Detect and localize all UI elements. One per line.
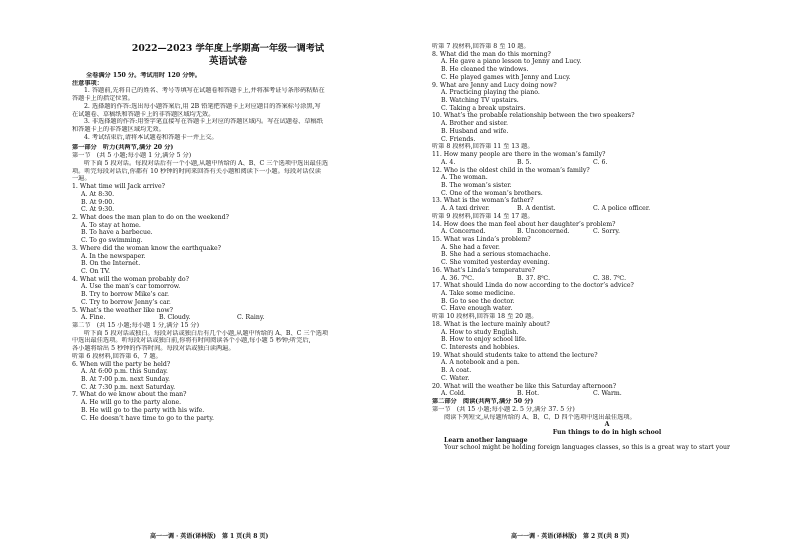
material-heading: 听第 10 段材料,回答第 18 至 20 题。 <box>432 313 538 321</box>
option: A. To stay at home. <box>81 221 141 229</box>
option: A. Brother and sister. <box>441 120 509 128</box>
option-row <box>432 159 782 167</box>
option: A. The woman. <box>441 174 488 182</box>
page-right <box>397 0 794 551</box>
question-2 <box>72 214 384 245</box>
question-5 <box>72 307 384 322</box>
option-row <box>432 205 782 213</box>
note-line: 3. 非选择题的作答:用签字笔直接写在答题卡上对应的答题区域内。写在试题卷、草稿纸 <box>84 118 323 126</box>
option: B. Cloudy. <box>159 314 191 322</box>
option: A. A taxi driver. <box>441 205 490 213</box>
page-footer-right: 高一一调 · 英语(译林版) 第 2 页(共 8 页) <box>511 533 630 540</box>
question-text: 8. What did the man do this morning? <box>432 50 551 58</box>
section1-intro: 一遍。 <box>72 175 91 183</box>
question-text: 18. What is the lecture mainly about? <box>432 320 550 328</box>
option: A. Cold. <box>441 390 466 398</box>
question-text: 12. Who is the oldest child in the woman’s family? <box>432 166 590 174</box>
option: A. She had a fever. <box>441 243 500 251</box>
section1-intro: 项。听完每段对话后,你都有 10 秒钟的时间来回答有关小题和阅读下一小题。每段对话仅读 <box>72 167 321 175</box>
question-text: 2. What does the man plan to do on the weekend? <box>72 213 229 221</box>
option: B. Go to see the doctor. <box>441 297 515 305</box>
option: A. Take some medicine. <box>441 290 516 297</box>
question-text: 17. What should Linda do now according to the doctor’s advice? <box>432 282 634 290</box>
material-heading: 听第 8 段材料,回答第 11 至 13 题。 <box>432 143 534 151</box>
question-text: 5. What’s the weather like now? <box>72 306 173 314</box>
part1-heading: 第一部分 听力(共两节,满分 20 分) <box>72 144 174 152</box>
option: B. Hot. <box>517 390 540 398</box>
option: B. He cleaned the windows. <box>441 66 529 74</box>
option: A. 36. 7℃. <box>441 274 475 282</box>
option: B. Husband and wife. <box>441 127 509 135</box>
question-4 <box>72 276 384 307</box>
option: B. At 7:00 p.m. next Sunday. <box>81 376 170 384</box>
option: C. Rainy. <box>237 314 265 322</box>
section1-intro: 听下面 5 段对话。每段对话后有一个小题,从题中所给的 A、B、C 三个选项中选出最佳选 <box>84 159 329 167</box>
option: A. How to study English. <box>441 328 519 336</box>
option-row <box>432 275 782 283</box>
question-text: 20. What will the weather be like this Saturday afternoon? <box>432 382 617 390</box>
section2-intro: 听下面 5 段对话或独白。每段对话或独白后有几个小题,从题中所给的 A、B、C 三个选项 <box>84 329 329 337</box>
option: A. At 6:00 p.m. this Sunday. <box>81 368 168 376</box>
question-text: 13. What is the woman’s father? <box>432 197 534 205</box>
question-6 <box>72 361 384 392</box>
part2-intro: 阅读下列短文,从每题所给的 A、B、C、D 四个选项中选出最佳选项。 <box>444 413 636 421</box>
question-text: 3. Where did the woman know the earthquake? <box>72 244 221 252</box>
note-line: 2. 选择题的作答:选出每小题答案后,用 2B 铅笔把答题卡上对应题目的答案标号涂黑,写 <box>84 102 321 110</box>
section1-heading: 第一节 (共 5 小题;每小题 1 分,满分 5 分) <box>72 152 192 160</box>
option: B. 37. 8℃. <box>517 274 551 282</box>
right-column <box>432 43 782 452</box>
option: C. Have enough water. <box>441 305 513 313</box>
notes-heading: 注意事项： <box>72 79 103 87</box>
question-text: 6. When will the party be held? <box>72 360 171 368</box>
option-row <box>72 314 384 322</box>
note-line: 在试题卷、草稿纸和答题卡上的非答题区域均无效。 <box>72 110 215 118</box>
option: C. Water. <box>441 374 470 382</box>
option: C. 6. <box>593 158 608 166</box>
option: A. Use the man’s car tomorrow. <box>81 283 181 291</box>
section2-intro: 各小题将给出 5 秒钟的作答时间。每段对话或独白读两遍。 <box>72 345 235 353</box>
question-text: 10. What’s the probable relationship between the two speakers? <box>432 112 635 120</box>
notes-list <box>72 87 384 141</box>
option: B. The woman’s sister. <box>441 181 512 189</box>
note-line: 和答题卡上的非答题区域均无效。 <box>72 126 165 134</box>
option: C. Sorry. <box>593 228 620 236</box>
note-line: 1. 答题前,先将自己的姓名、考号等填写在试题卷和答题卡上,并将准考证号条形码粘贴在 <box>84 87 325 95</box>
note-line: 答题卡上的指定位置。 <box>72 95 134 103</box>
option: B. To have a barbecue. <box>81 229 153 237</box>
passage-letter: A <box>604 421 610 429</box>
question-7 <box>72 391 384 422</box>
option: C. At 7:30 p.m. next Saturday. <box>81 383 176 391</box>
option: B. She had a serious stomachache. <box>441 251 551 259</box>
option: C. To go swimming. <box>81 237 143 245</box>
section2-intro: 中选出最佳选项。听每段对话或独白前,你将有时间阅读各个小题,每小题 5 秒钟;听完后, <box>72 337 311 345</box>
option: A. He will go to the party alone. <box>81 399 182 407</box>
question-text: 14. How does the man feel about her daughter’s problem? <box>432 220 616 228</box>
option: B. Unconcerned. <box>517 228 570 236</box>
question-text: 15. What was Linda’s problem? <box>432 235 531 243</box>
option: B. A coat. <box>441 367 472 375</box>
score-line: 全卷满分 150 分。考试用时 120 分钟。 <box>86 72 201 79</box>
option: C. Taking a break upstairs. <box>441 104 526 112</box>
option: A. Concerned. <box>441 228 486 236</box>
section2-heading: 第二节 (共 15 小题;每小题 1 分,满分 15 分) <box>72 322 199 329</box>
question-text: 9. What are Jenny and Lucy doing now? <box>432 81 557 89</box>
option: A. 4. <box>441 158 456 166</box>
exam-subtitle: 英语试卷 <box>208 56 247 67</box>
passage-subtitle: Learn another language <box>444 436 528 444</box>
page-footer-left: 高一一调 · 英语(译林版) 第 1 页(共 8 页) <box>150 533 269 540</box>
option: C. At 9:30. <box>81 206 115 214</box>
option: C. 38. 7℃. <box>593 274 627 282</box>
option: C. Try to borrow Jenny’s car. <box>81 298 171 306</box>
note-line: 4. 考试结束后,请将本试题卷和答题卡一并上交。 <box>84 133 218 141</box>
option: C. Friends. <box>441 135 476 143</box>
option: C. One of the woman’s brothers. <box>441 189 543 197</box>
question-text: 19. What should students take to attend the lecture? <box>432 351 598 359</box>
option-row <box>432 390 782 398</box>
question-text: 4. What will the woman probably do? <box>72 275 189 283</box>
passage-text: Your school might be holding foreign languages classes, so this is a great way to start your <box>444 444 730 452</box>
option: A. He gave a piano lesson to Jenny and Lucy. <box>441 58 582 66</box>
question-text: 1. What time will Jack arrive? <box>72 183 165 191</box>
question-1 <box>72 183 384 214</box>
option: B. Try to borrow Mike’s car. <box>81 291 170 299</box>
option: A. At 8:30. <box>81 190 115 198</box>
material-heading: 听第 9 段材料,回答第 14 至 17 题。 <box>432 212 534 220</box>
option: B. 5. <box>517 158 532 166</box>
option: C. A police officer. <box>593 205 651 213</box>
option: C. He played games with Jenny and Lucy. <box>441 73 571 81</box>
option: B. He will go to the party with his wife. <box>81 406 205 414</box>
option: A. A notebook and a pen. <box>441 359 520 367</box>
option: B. On the Internet. <box>81 260 141 268</box>
part2-section1-heading: 第一节 (共 15 小题;每小题 2. 5 分,满分 37. 5 分) <box>432 405 575 413</box>
option: B. How to enjoy school life. <box>441 336 527 344</box>
questions-8-11 <box>432 43 782 159</box>
option: B. A dentist. <box>517 205 556 213</box>
left-column <box>72 43 384 422</box>
option: C. On TV. <box>81 267 110 275</box>
option: C. Interests and hobbies. <box>441 344 520 352</box>
question-3 <box>72 245 384 276</box>
material-heading: 听第 7 段材料,回答第 8 至 10 题。 <box>432 43 530 50</box>
option: B. At 9:00. <box>81 198 115 206</box>
section2-intro: 听第 6 段材料,回答第 6、7 题。 <box>72 352 162 360</box>
option: C. She vomited yesterday evening. <box>441 259 550 267</box>
option: C. Warm. <box>593 390 622 398</box>
part2-heading: 第二部分 阅读(共两节,满分 50 分) <box>432 398 534 406</box>
option: B. Watching TV upstairs. <box>441 97 519 105</box>
option: A. In the newspaper. <box>81 252 146 260</box>
option-row <box>432 228 782 236</box>
option: A. Practicing playing the piano. <box>441 89 540 97</box>
option: A. Fine. <box>81 314 106 322</box>
question-text: 16. What’s Linda’s temperature? <box>432 266 535 274</box>
question-text: 7. What do we know about the man? <box>72 391 187 399</box>
option: C. He doesn’t have time to go to the party. <box>81 414 215 422</box>
passage-title: Fun things to do in high school <box>552 428 662 436</box>
exam-title: 2022—2023 学年度上学期高一年级一调考试 <box>131 43 325 54</box>
question-text: 11. How many people are there in the woman’s family? <box>432 151 606 159</box>
